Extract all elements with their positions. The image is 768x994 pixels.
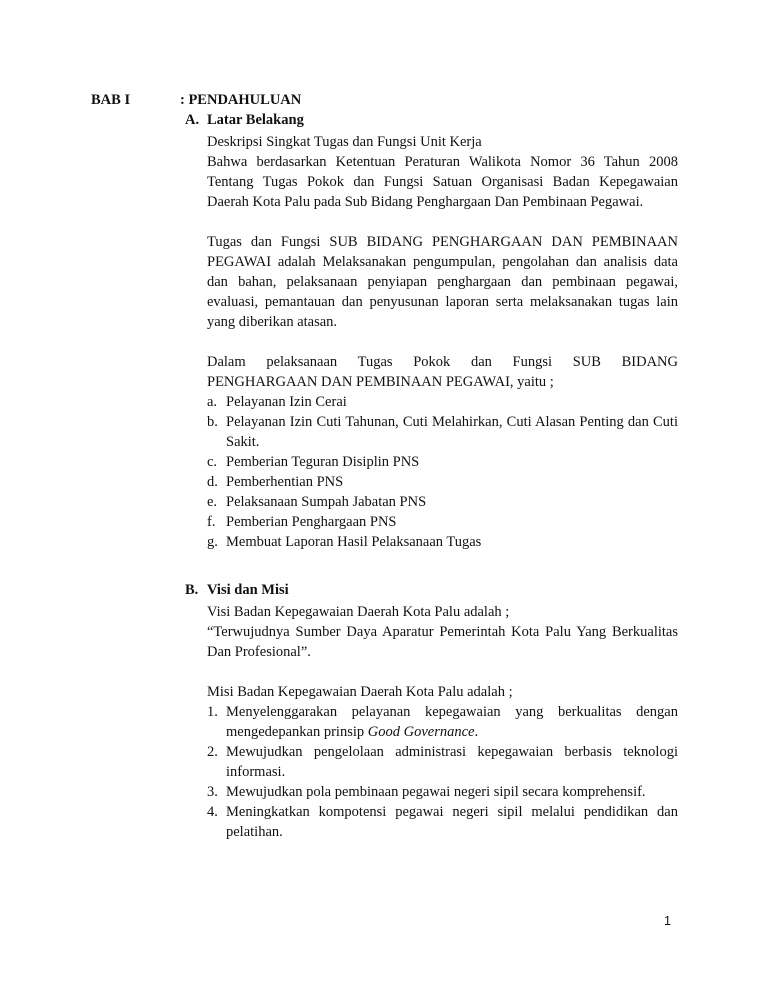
paragraph-line: evaluasi, pemantauan dan penyusunan laporan serta melaksanakan tugas lain [207,294,678,310]
list-item [207,702,678,742]
list-marker: b. [207,414,218,430]
list-marker: 4. [207,804,218,820]
paragraph-line: yang diberikan atasan. [207,314,338,330]
list-text: Meningkatkan kompotensi pegawai negeri sipil melalui pendidikan dan pelatihan. [226,804,678,840]
list-marker: f. [207,514,216,530]
list-text: Pemberian Penghargaan PNS [226,514,397,530]
emphasis: Good Governance [367,724,475,740]
list-text: Pelaksanaan Sumpah Jabatan PNS [226,494,427,510]
visi-quote-block [207,622,678,662]
list-item [207,512,678,532]
section-b-title: Visi dan Misi [207,582,289,598]
list-text-tail: . [474,724,479,740]
paragraph-line: dan bahan, pelaksanaan penyiapan penghargaan dan pembinaan pegawai, [207,274,678,290]
list-item [207,782,678,802]
misi-intro: Misi Badan Kepegawaian Daerah Kota Palu adalah ; [207,684,513,700]
list-item [207,802,678,842]
paragraph-line: Tugas dan Fungsi SUB BIDANG PENGHARGAAN DAN PEMBINAAN [207,234,678,250]
list-marker: 2. [207,744,218,760]
list-marker: d. [207,474,218,490]
list-item [207,532,678,552]
section-a-subtitle: Deskripsi Singkat Tugas dan Fungsi Unit Kerja [207,134,482,150]
list-text: Pemberian Teguran Disiplin PNS [226,454,420,470]
list-item [207,452,678,472]
paragraph-line: Bahwa berdasarkan Ketentuan Peraturan Walikota Nomor 36 Tahun 2008 [207,154,678,170]
list-text: Pemberhentian PNS [226,474,344,490]
list-item [207,742,678,782]
page-number: 1 [664,914,671,928]
list-text [226,702,678,742]
list-text: Pelayanan Izin Cerai [226,394,347,410]
section-a-title: Latar Belakang [207,112,304,128]
list-marker: 3. [207,784,218,800]
section-a-label: A. [185,112,200,128]
chapter-label: BAB I [91,92,131,108]
list-marker: e. [207,494,218,510]
list-text: Mewujudkan pola pembinaan pegawai negeri sipil secara komprehensif. [226,784,646,800]
paragraph-line: Dalam pelaksanaan Tugas Pokok dan Fungsi SUB BIDANG [207,354,678,370]
list-marker: 1. [207,704,218,720]
list-item [207,392,678,412]
list-marker: a. [207,394,218,410]
paragraph-line: Tentang Tugas Pokok dan Fungsi Satuan Organisasi Badan Kepegawaian [207,174,678,190]
list-text: Pelayanan Izin Cuti Tahunan, Cuti Melahirkan, Cuti Alasan Penting dan Cuti Sakit. [226,414,678,450]
visi-intro: Visi Badan Kepegawaian Daerah Kota Palu adalah ; [207,604,510,620]
list-item [207,412,678,452]
paragraph-line: PEGAWAI adalah Melaksanakan pengumpulan, pengolahan dan analisis data [207,254,678,270]
list-text-main: Menyelenggarakan pelayanan kepegawaian yang berkualitas dengan mengedepankan prinsip [226,704,678,740]
list-text: Membuat Laporan Hasil Pelaksanaan Tugas [226,534,482,550]
list-text: Mewujudkan pengelolaan administrasi kepegawaian berbasis teknologi informasi. [226,744,678,780]
list-item [207,492,678,512]
list-marker: c. [207,454,218,470]
section-b-label: B. [185,582,199,598]
paragraph-line: Daerah Kota Palu pada Sub Bidang Penghargaan Dan Pembinaan Pegawai. [207,194,644,210]
visi-quote: “Terwujudnya Sumber Daya Aparatur Pemerintah Kota Palu Yang Berkualitas Dan Profesional”. [207,624,678,660]
chapter-title: : PENDAHULUAN [180,92,302,108]
list-marker: g. [207,534,218,550]
paragraph-line: PENGHARGAAN DAN PEMBINAAN PEGAWAI, yaitu ; [207,374,554,390]
list-item [207,472,678,492]
